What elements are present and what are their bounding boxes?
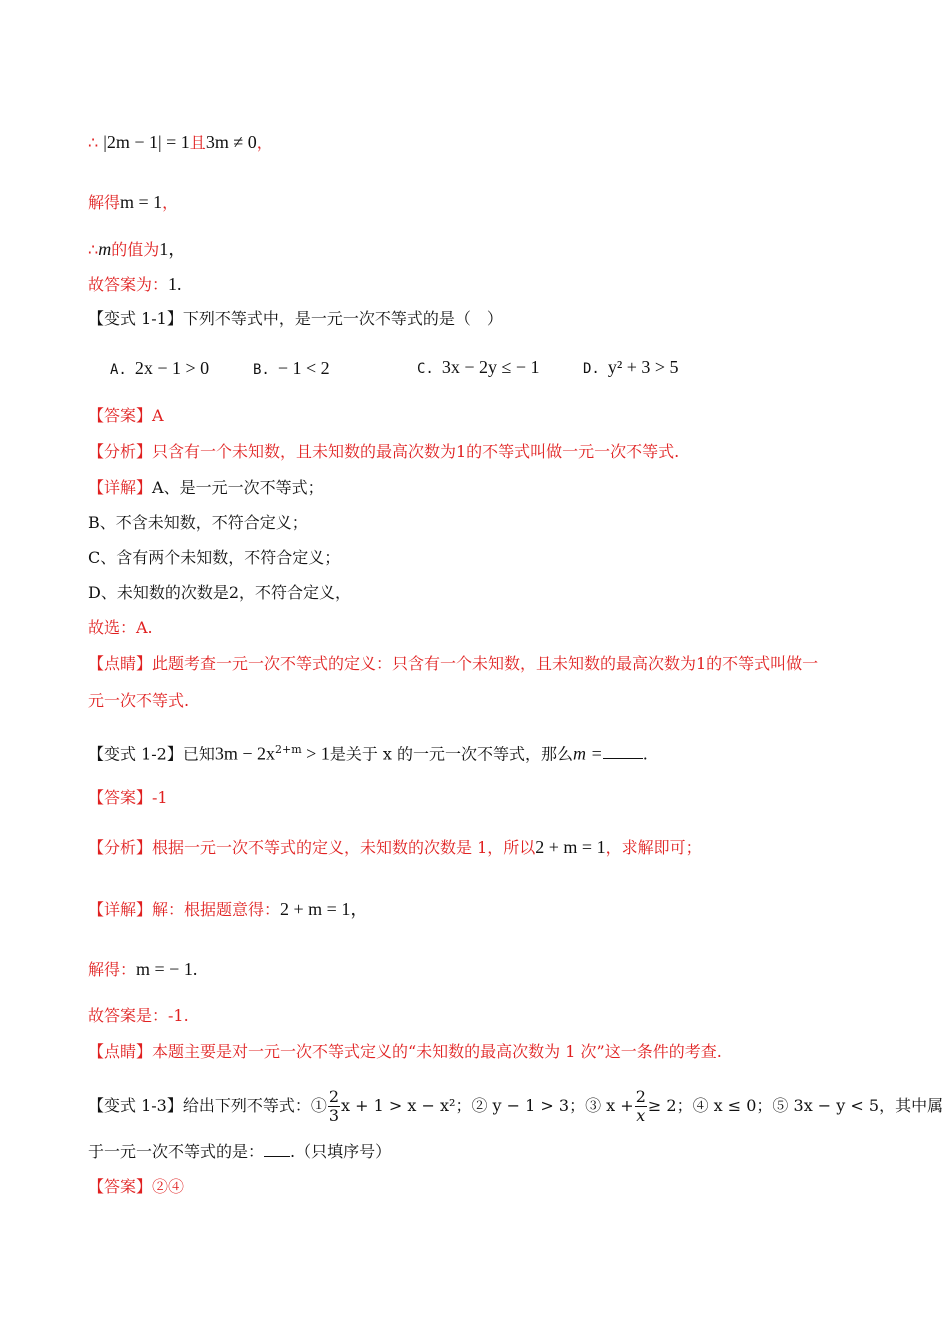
text: 解得 — [88, 193, 121, 212]
option-d — [583, 357, 679, 378]
q11-detail-c: C、含有两个未知数，不符合定义； — [88, 548, 341, 567]
text: 【分析】根据一元一次不等式的定义，未知数的次数是 1，所以 — [88, 838, 536, 857]
text: A、是一元一次不等式； — [152, 478, 324, 497]
text: .（只填序号） — [290, 1142, 392, 1161]
text: 是关于 x 的一元一次不等式，那么 — [329, 744, 574, 764]
math-expr: |2m − 1| = 1 — [103, 132, 190, 152]
q11-choice: 故选：A. — [88, 618, 153, 637]
text: 故答案为： — [88, 275, 169, 294]
line-abs-condition — [88, 131, 273, 154]
q12-final: 故答案是：-1. — [88, 1006, 189, 1025]
text: 【变式 1-3】给出下列不等式：① — [88, 1096, 327, 1115]
option-expr: 2x − 1 > 0 — [134, 358, 210, 378]
math-var: m — [98, 239, 112, 259]
math-expr: 2 + m = 1 — [535, 837, 606, 857]
option-b — [253, 358, 330, 379]
line-value — [88, 238, 186, 261]
line-answer — [88, 273, 182, 296]
tag: 【详解】 — [88, 478, 153, 497]
line-solve — [88, 191, 178, 214]
math-expr: m = 1 — [120, 192, 163, 212]
therefore: ∴ — [88, 133, 99, 152]
q13-line2 — [88, 1141, 391, 1163]
q11-detail-d: D、未知数的次数是2，不符合定义， — [88, 583, 352, 602]
text: ≥ 2；④ x ≤ 0；⑤ 3x − y < 5，其中属 — [647, 1096, 944, 1115]
exponent: 2+m — [275, 743, 302, 756]
q11-note-2: 元一次不等式. — [88, 691, 190, 710]
math-var: m = — [573, 743, 603, 764]
answer-blank — [264, 1142, 290, 1157]
q12-detail — [88, 898, 368, 921]
option-label: D. — [583, 361, 600, 377]
text: . — [642, 744, 648, 764]
math-expr: > 1 — [301, 743, 330, 764]
q11-detail — [88, 477, 324, 499]
numerator: 2 — [328, 1087, 340, 1106]
numerator: 2 — [635, 1087, 646, 1106]
option-c — [417, 357, 540, 378]
option-expr: y² + 3 > 5 — [607, 357, 679, 377]
text: 【详解】解：根据题意得： — [88, 900, 281, 919]
q12-solve — [88, 958, 197, 981]
option-label: C. — [417, 361, 434, 377]
q11-note-1: 【点睛】此题考查一元一次不等式的定义：只含有一个未知数，且未知数的最高次数为1的不等式叫做一 — [88, 654, 819, 673]
text: 解得： — [88, 960, 137, 979]
q12-answer: 【答案】-1 — [88, 788, 168, 807]
q12-title — [88, 739, 648, 765]
option-a — [110, 358, 209, 379]
math-expr: m = − 1. — [136, 959, 198, 979]
fraction — [635, 1088, 647, 1125]
text: ，求解即可； — [605, 838, 702, 857]
q11-answer: 【答案】A — [88, 406, 164, 425]
math-expr: 1. — [168, 274, 182, 294]
q12-analysis — [88, 836, 702, 859]
math-expr: 3m ≠ 0 — [205, 132, 257, 152]
option-expr: − 1 < 2 — [277, 358, 330, 378]
denominator: x — [636, 1106, 646, 1125]
q11-title: 【变式 1-1】下列不等式中，是一元一次不等式的是（ ） — [88, 309, 503, 328]
q12-note: 【点睛】本题主要是对一元一次不等式定义的“未知数的最高次数为 1 次”这一条件的考查. — [88, 1042, 722, 1061]
math-expr: 2 + m = 1， — [280, 899, 369, 919]
option-label: A. — [110, 362, 127, 378]
q11-detail-b: B、不含未知数，不符合定义； — [88, 513, 308, 532]
text: x + 1 > x − x²；② y − 1 > 3；③ x + — [341, 1096, 634, 1115]
answer-blank — [603, 744, 643, 759]
text: ， — [162, 193, 179, 212]
math-expr: 3m − 2x — [214, 743, 276, 764]
option-label: B. — [253, 362, 270, 378]
text: 且 — [189, 133, 206, 152]
text: 【变式 1-2】已知 — [88, 744, 215, 764]
math-expr: 1， — [159, 239, 187, 259]
text: 的值为 — [111, 240, 160, 259]
option-expr: 3x − 2y ≤ − 1 — [441, 357, 540, 377]
text: ， — [256, 133, 273, 152]
therefore: ∴ — [88, 240, 99, 259]
text: 于一元一次不等式的是： — [88, 1142, 265, 1161]
q13-answer: 【答案】②④ — [88, 1177, 185, 1196]
fraction — [328, 1088, 340, 1125]
q11-analysis: 【分析】只含有一个未知数，且未知数的最高次数为1的不等式叫做一元一次不等式. — [88, 442, 680, 461]
q13-title — [88, 1086, 943, 1126]
denominator: 3 — [328, 1106, 340, 1125]
